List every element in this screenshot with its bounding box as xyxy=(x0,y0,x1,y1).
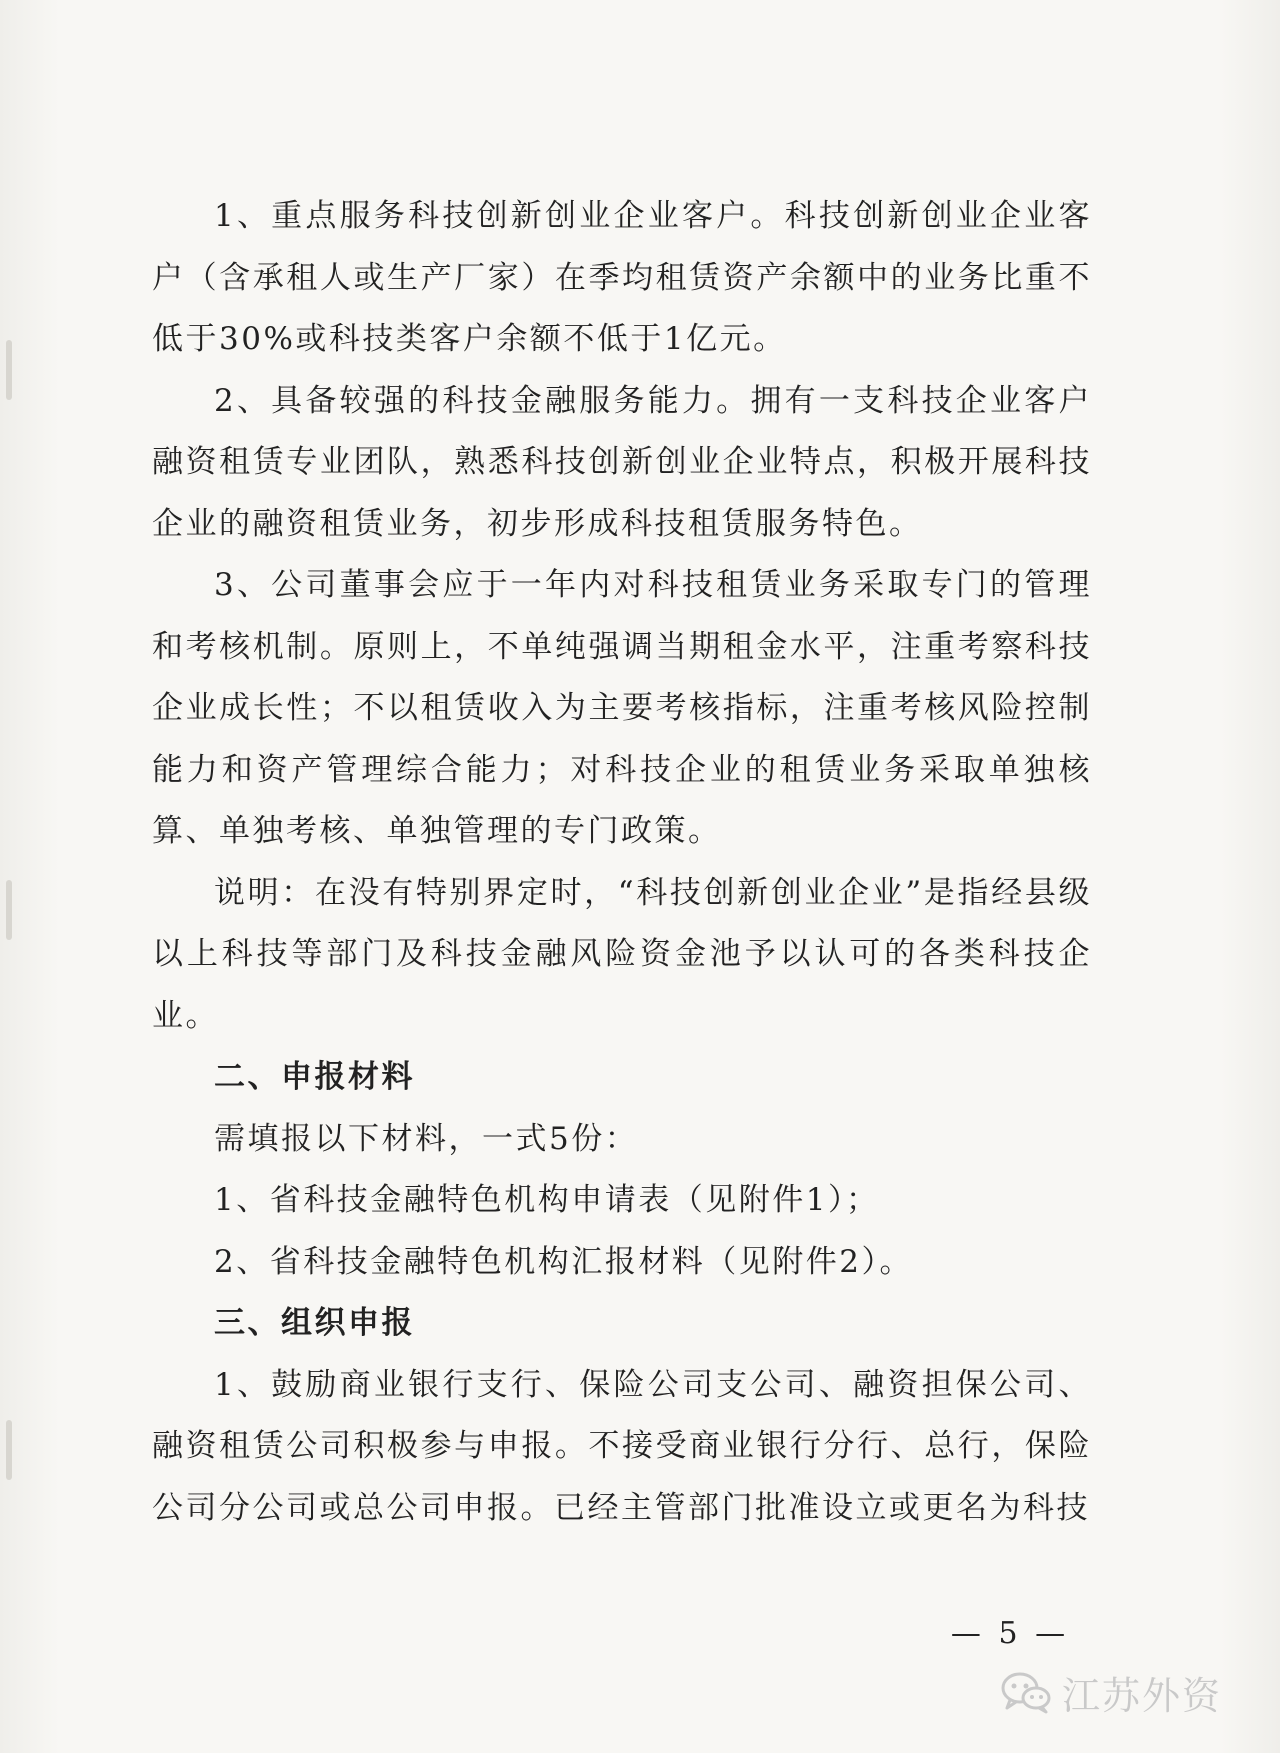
wechat-icon xyxy=(1000,1670,1052,1714)
section-heading-organize: 三、组织申报 xyxy=(214,1305,415,1341)
document-body xyxy=(152,186,1092,1539)
watermark xyxy=(1000,1662,1222,1722)
paragraph-2: 2、具备较强的科技金融服务能力。拥有一支科技企业客户融资租赁专业团队，熟悉科技创新创业企业特点，积极开展科技企业的融资租赁业务，初步形成科技租赁服务特色。 xyxy=(152,382,1092,542)
organize-paragraph-1: 1、鼓励商业银行支行、保险公司支公司、融资担保公司、融资租赁公司积极参与申报。不接受商业银行分行、总行，保险公司分公司或总公司申报。已经主管部门批准设立或更名为科技 xyxy=(152,1366,1092,1526)
binding-edge xyxy=(6,0,16,1753)
paragraph-1: 1、重点服务科技创新创业企业客户。科技创新创业企业客户（含承租人或生产厂家）在季均租赁资产余额中的业务比重不低于30%或科技类客户余额不低于1亿元。 xyxy=(152,198,1092,357)
materials-item-2: 2、省科技金融特色机构汇报材料（见附件2）。 xyxy=(214,1243,913,1280)
note-paragraph: 说明：在没有特别界定时，“科技创新创业企业”是指经县级以上科技等部门及科技金融风险资金池予以认可的各类科技企业。 xyxy=(152,874,1092,1034)
materials-intro: 需填报以下材料，一式5份： xyxy=(214,1120,639,1157)
materials-item-1: 1、省科技金融特色机构申请表（见附件1）； xyxy=(214,1182,880,1218)
paragraph-3: 3、公司董事会应于一年内对科技租赁业务采取专门的管理和考核机制。原则上，不单纯强调当期租金水平，注重考察科技企业成长性；不以租赁收入为主要考核指标，注重考核风险控制能力和资产管理综合能力；对科技企业的租赁业务采取单独核算、单独考核、单独管理的专门政策。 xyxy=(152,567,1092,849)
section-heading-materials: 二、申报材料 xyxy=(214,1059,415,1095)
page-number: — 5 — xyxy=(950,1616,1070,1651)
watermark-text: 江苏外资 xyxy=(1062,1673,1223,1718)
